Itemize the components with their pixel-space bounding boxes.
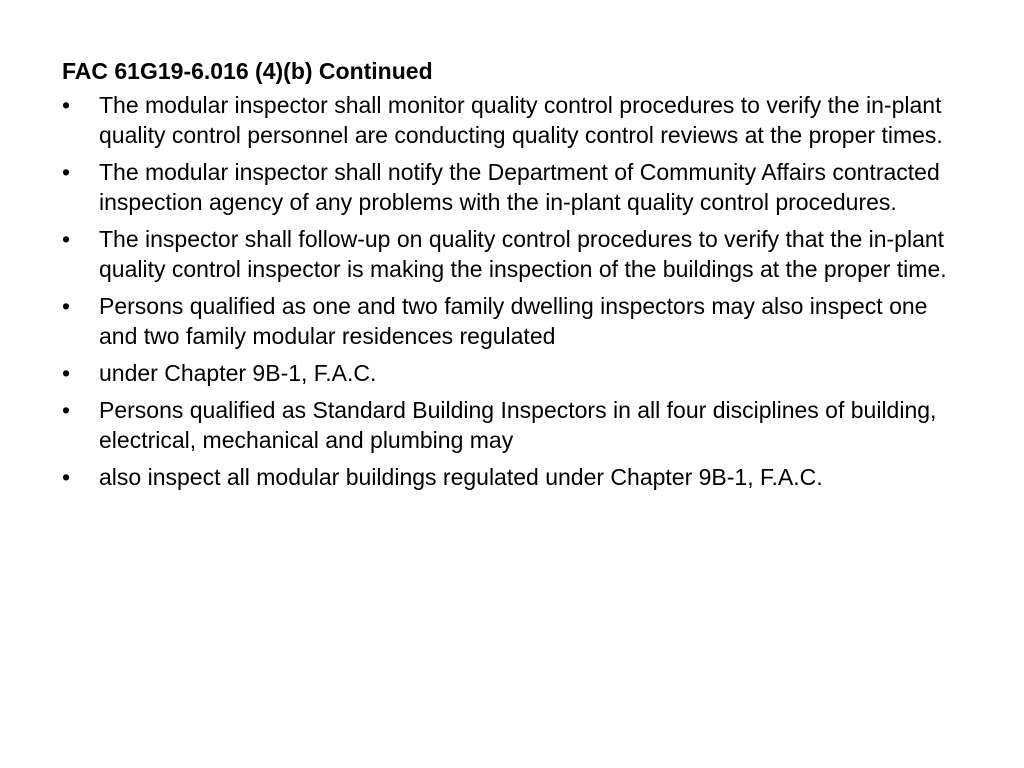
- bullet-item: [62, 157, 970, 217]
- bullet-icon: •: [62, 397, 71, 423]
- bullet-text: The modular inspector shall notify the Department of Community Affairs contracted inspection agency of any problems with the in-plant quality control procedures.: [99, 159, 940, 215]
- bullet-text: Persons qualified as one and two family dwelling inspectors may also inspect one and two family modular residences regulated: [99, 293, 928, 349]
- bullet-item: [62, 462, 970, 492]
- bullet-item: [62, 395, 970, 455]
- bullet-text: also inspect all modular buildings regulated under Chapter 9B-1, F.A.C.: [99, 464, 823, 490]
- bullet-text: under Chapter 9B-1, F.A.C.: [99, 360, 377, 386]
- slide-content: [62, 56, 970, 499]
- bullet-text: Persons qualified as Standard Building Inspectors in all four disciplines of building, electrical, mechanical and plumbing may: [99, 397, 937, 453]
- slide-heading: FAC 61G19-6.016 (4)(b) Continued: [62, 58, 433, 84]
- bullet-text: The inspector shall follow-up on quality control procedures to verify that the in-plant quality control inspector is making the inspection of the buildings at the proper time.: [99, 226, 947, 282]
- bullet-icon: •: [62, 92, 71, 118]
- bullet-list: [62, 90, 970, 492]
- bullet-item: [62, 358, 970, 388]
- bullet-icon: •: [62, 464, 71, 490]
- bullet-icon: •: [62, 159, 71, 185]
- bullet-icon: •: [62, 360, 71, 386]
- bullet-item: [62, 291, 970, 351]
- bullet-icon: •: [62, 226, 71, 252]
- bullet-item: [62, 90, 970, 150]
- bullet-text: The modular inspector shall monitor quality control procedures to verify the in-plant quality control personnel are conducting quality control reviews at the proper times.: [99, 92, 943, 148]
- bullet-icon: •: [62, 293, 71, 319]
- bullet-item: [62, 224, 970, 284]
